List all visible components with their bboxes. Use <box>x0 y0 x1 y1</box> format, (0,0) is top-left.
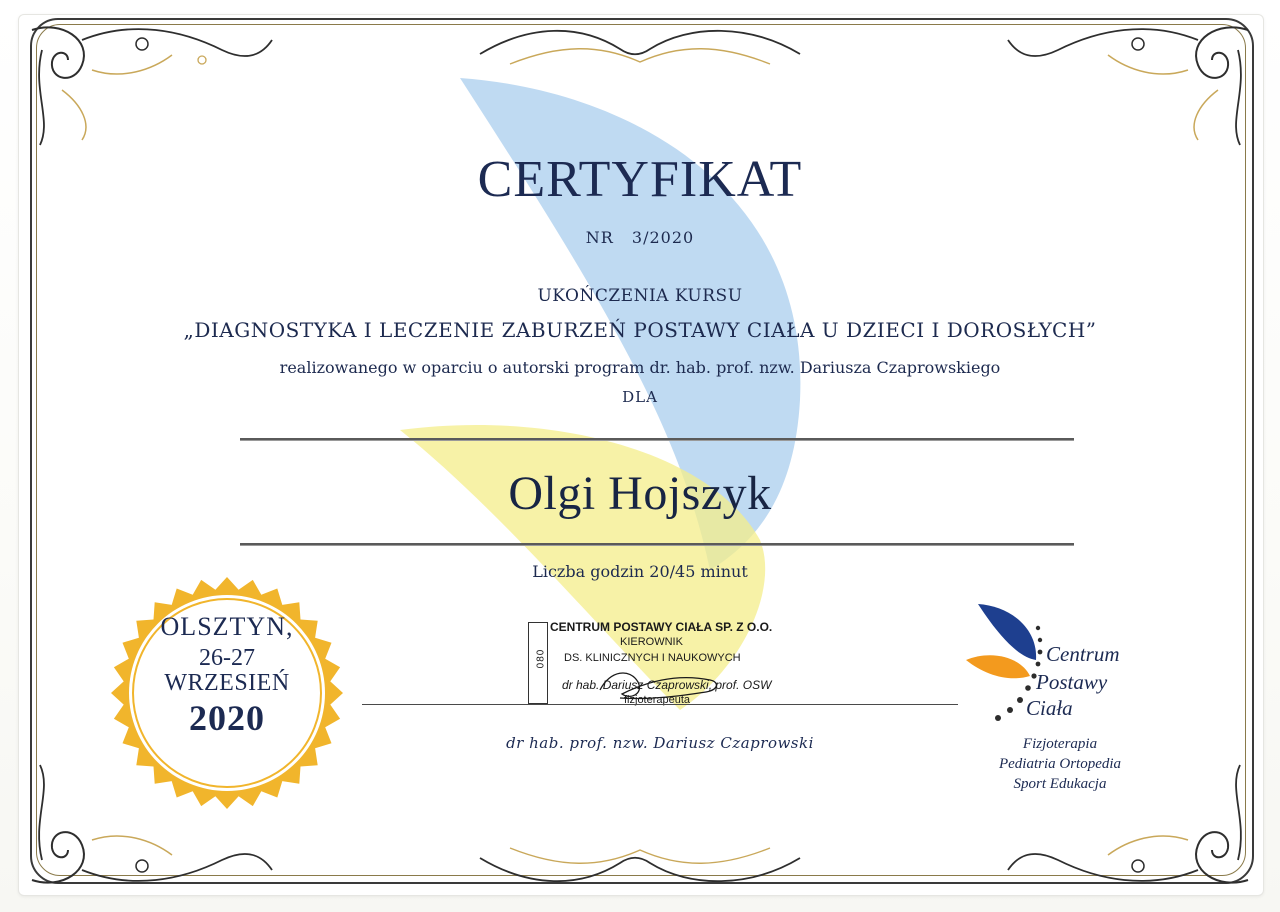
course-heading: UKOŃCZENIA KURSU <box>537 286 743 306</box>
top-center-ornament <box>470 14 810 74</box>
seal-dates: 26-27 <box>199 645 255 671</box>
signer-name: dr hab. prof. nzw. Dariusz Czaprowski <box>506 734 814 752</box>
course-hours: Liczba godzin 20/45 minut <box>532 562 748 581</box>
certificate-title: CERTYFIKAT <box>477 151 803 208</box>
logo-tagline-1: Fizjoterapia <box>1022 736 1098 752</box>
corner-ornament-top-left <box>22 10 282 150</box>
seal-year: 2020 <box>189 698 265 738</box>
stamp-company: CENTRUM POSTAWY CIAŁA SP. Z O.O. <box>550 620 773 634</box>
stamp-profession: fizjoterapeuta <box>624 694 691 706</box>
handwritten-signature <box>560 650 760 710</box>
recipient-name: Olgi Hojszyk <box>508 467 772 520</box>
for-label: DLA <box>622 388 658 406</box>
corner-ornament-top-right <box>998 10 1258 150</box>
name-top-rule <box>240 438 1074 441</box>
seal-city: OLSZTYN, <box>160 612 294 641</box>
certificate-number <box>0 228 1280 247</box>
logo-tagline-2: Pediatria Ortopedia <box>998 756 1122 772</box>
signature-line <box>362 704 958 705</box>
stamp-person: dr hab. Dariusz Czaprowski, prof. OSW <box>562 678 772 692</box>
name-bottom-rule <box>240 543 1074 546</box>
course-name: „DIAGNOSTYKA I LECZENIE ZABURZEŃ POSTAWY CIAŁA U DZIECI I DOROSŁYCH” <box>183 318 1097 342</box>
logo-word-postawy: Postawy <box>1036 670 1108 694</box>
stamp-position: KIEROWNIK <box>620 636 683 648</box>
number-label: NR <box>585 228 614 247</box>
logo-word-centrum: Centrum <box>1046 642 1120 666</box>
bottom-center-ornament <box>470 838 810 898</box>
seal-month: WRZESIEŃ <box>164 670 290 696</box>
logo-word-ciala: Ciała <box>1026 696 1073 720</box>
stamp-side-box <box>528 622 548 704</box>
program-description: realizowanego w oparciu o autorski program dr. hab. prof. nzw. Dariusza Czaprowskiego <box>279 358 1001 377</box>
stamp-side-code: 080 <box>535 648 547 669</box>
stamp-department: DS. KLINICZNYCH I NAUKOWYCH <box>564 652 741 664</box>
logo-tagline-3: Sport Edukacja <box>1013 776 1107 792</box>
number-value: 3/2020 <box>631 228 695 247</box>
